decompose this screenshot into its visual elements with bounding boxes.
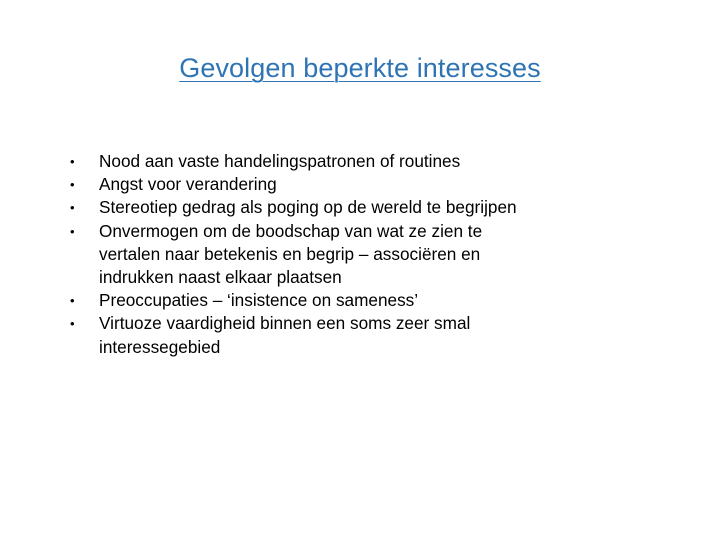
bullet-text: Stereotiep gedrag als poging op de wereld te begrijpen: [99, 197, 517, 218]
bullet-icon: •: [70, 200, 75, 216]
bullet-text: Onvermogen om de boodschap van wat ze zien te vertalen naar betekenis en begrip – associëren en indrukken naast elkaar plaatsen: [99, 220, 483, 288]
bullet-item: [70, 312, 540, 358]
bullet-list: [70, 150, 540, 359]
bullet-icon: •: [70, 177, 75, 193]
bullet-item: [70, 173, 540, 196]
bullet-item: [70, 196, 540, 219]
bullet-text: Angst voor verandering: [99, 174, 277, 195]
bullet-icon: •: [70, 223, 75, 239]
bullet-item: [70, 150, 540, 173]
bullet-icon: •: [70, 293, 75, 309]
bullet-icon: •: [70, 316, 75, 332]
bullet-text: Nood aan vaste handelingspatronen of routines: [99, 151, 461, 171]
bullet-item: [70, 289, 540, 312]
slide-title: Gevolgen beperkte interesses: [179, 53, 541, 83]
bullet-icon: •: [70, 154, 75, 169]
bullet-item: [70, 220, 540, 290]
bullet-text: Preoccupaties – ‘insistence on sameness’: [99, 290, 419, 311]
bullet-text: Virtuoze vaardigheid binnen een soms zeer smal interessegebied: [99, 313, 471, 357]
